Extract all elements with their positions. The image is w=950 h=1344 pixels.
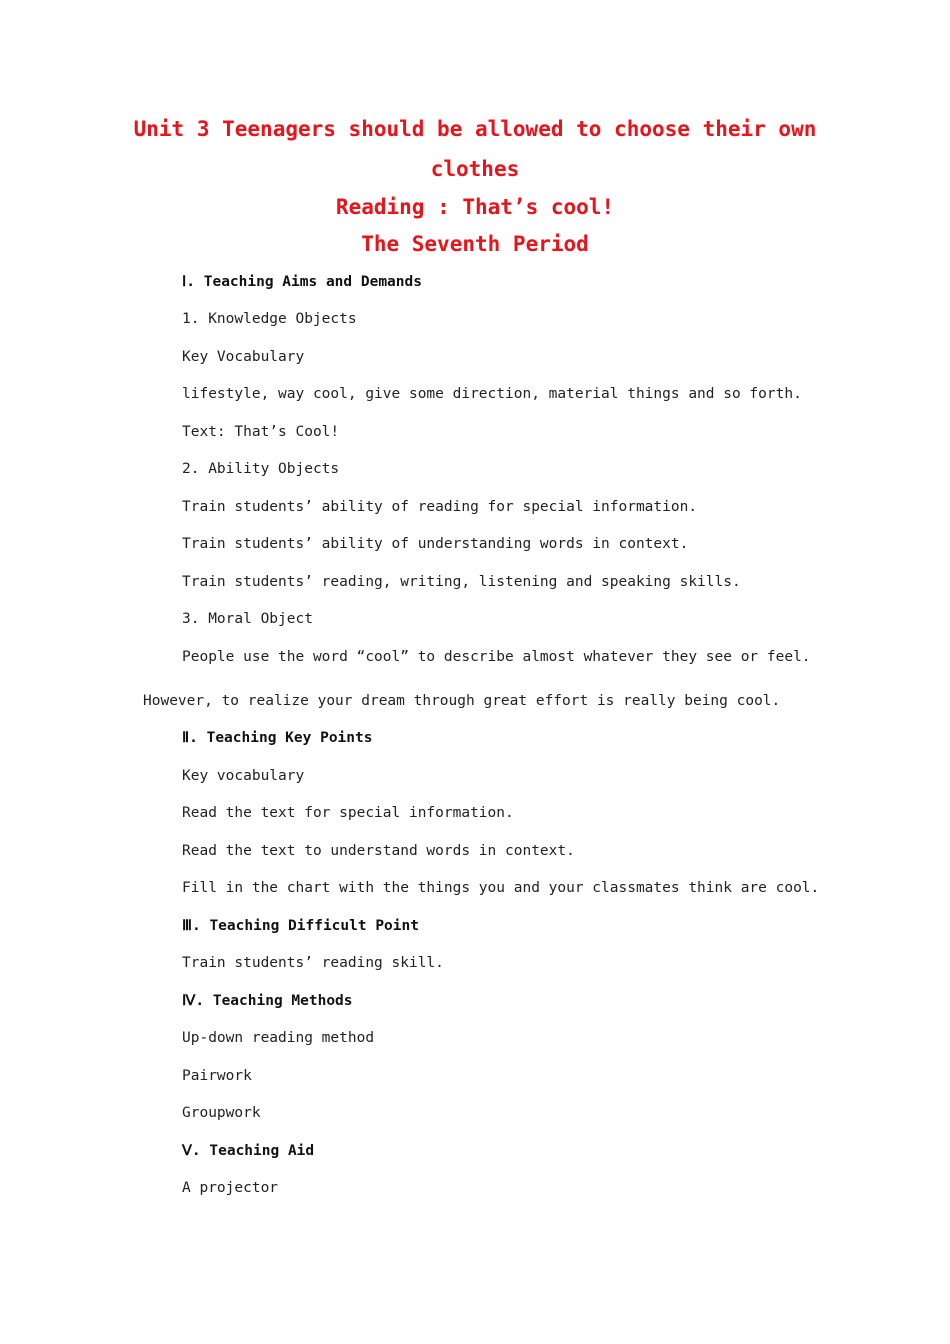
moral-object-heading: 3. Moral Object bbox=[182, 611, 313, 627]
key-point-item: Fill in the chart with the things you and your classmates think are cool. bbox=[182, 880, 820, 896]
key-vocabulary-label: Key Vocabulary bbox=[182, 349, 305, 365]
text-label: Text: That’s Cool! bbox=[182, 424, 340, 440]
ability-objects-heading: 2. Ability Objects bbox=[182, 461, 340, 477]
title-line-1: Unit 3 Teenagers should be allowed to choose their own bbox=[133, 117, 817, 141]
title-line-2: clothes bbox=[430, 157, 520, 181]
subtitle-reading: Reading : That’s cool! bbox=[335, 195, 615, 219]
moral-paragraph-line-1: People use the word “cool” to describe almost whatever they see or feel. bbox=[182, 649, 811, 665]
method-item: Groupwork bbox=[182, 1105, 261, 1121]
subtitle-period: The Seventh Period bbox=[361, 232, 589, 256]
aid-item: A projector bbox=[182, 1180, 279, 1196]
section-aims-heading: Ⅰ. Teaching Aims and Demands bbox=[182, 274, 422, 290]
section-aid-heading: Ⅴ. Teaching Aid bbox=[182, 1143, 315, 1159]
section-difficult-heading: Ⅲ. Teaching Difficult Point bbox=[182, 918, 419, 934]
method-item: Pairwork bbox=[182, 1068, 252, 1084]
vocabulary-list: lifestyle, way cool, give some direction, material things and so forth. bbox=[182, 386, 802, 402]
moral-paragraph-line-2: However, to realize your dream through great effort is really being cool. bbox=[143, 693, 781, 709]
difficult-point-item: Train students’ reading skill. bbox=[182, 955, 444, 971]
ability-item: Train students’ reading, writing, listening and speaking skills. bbox=[182, 574, 741, 590]
section-key-points-heading: Ⅱ. Teaching Key Points bbox=[182, 730, 373, 746]
knowledge-objects-heading: 1. Knowledge Objects bbox=[182, 311, 357, 327]
ability-item: Train students’ ability of reading for special information. bbox=[182, 499, 698, 515]
key-point-item: Read the text to understand words in context. bbox=[182, 843, 575, 859]
ability-item: Train students’ ability of understanding words in context. bbox=[182, 536, 689, 552]
key-point-item: Key vocabulary bbox=[182, 768, 305, 784]
section-methods-heading: Ⅳ. Teaching Methods bbox=[182, 993, 353, 1009]
method-item: Up-down reading method bbox=[182, 1030, 375, 1046]
key-point-item: Read the text for special information. bbox=[182, 805, 514, 821]
